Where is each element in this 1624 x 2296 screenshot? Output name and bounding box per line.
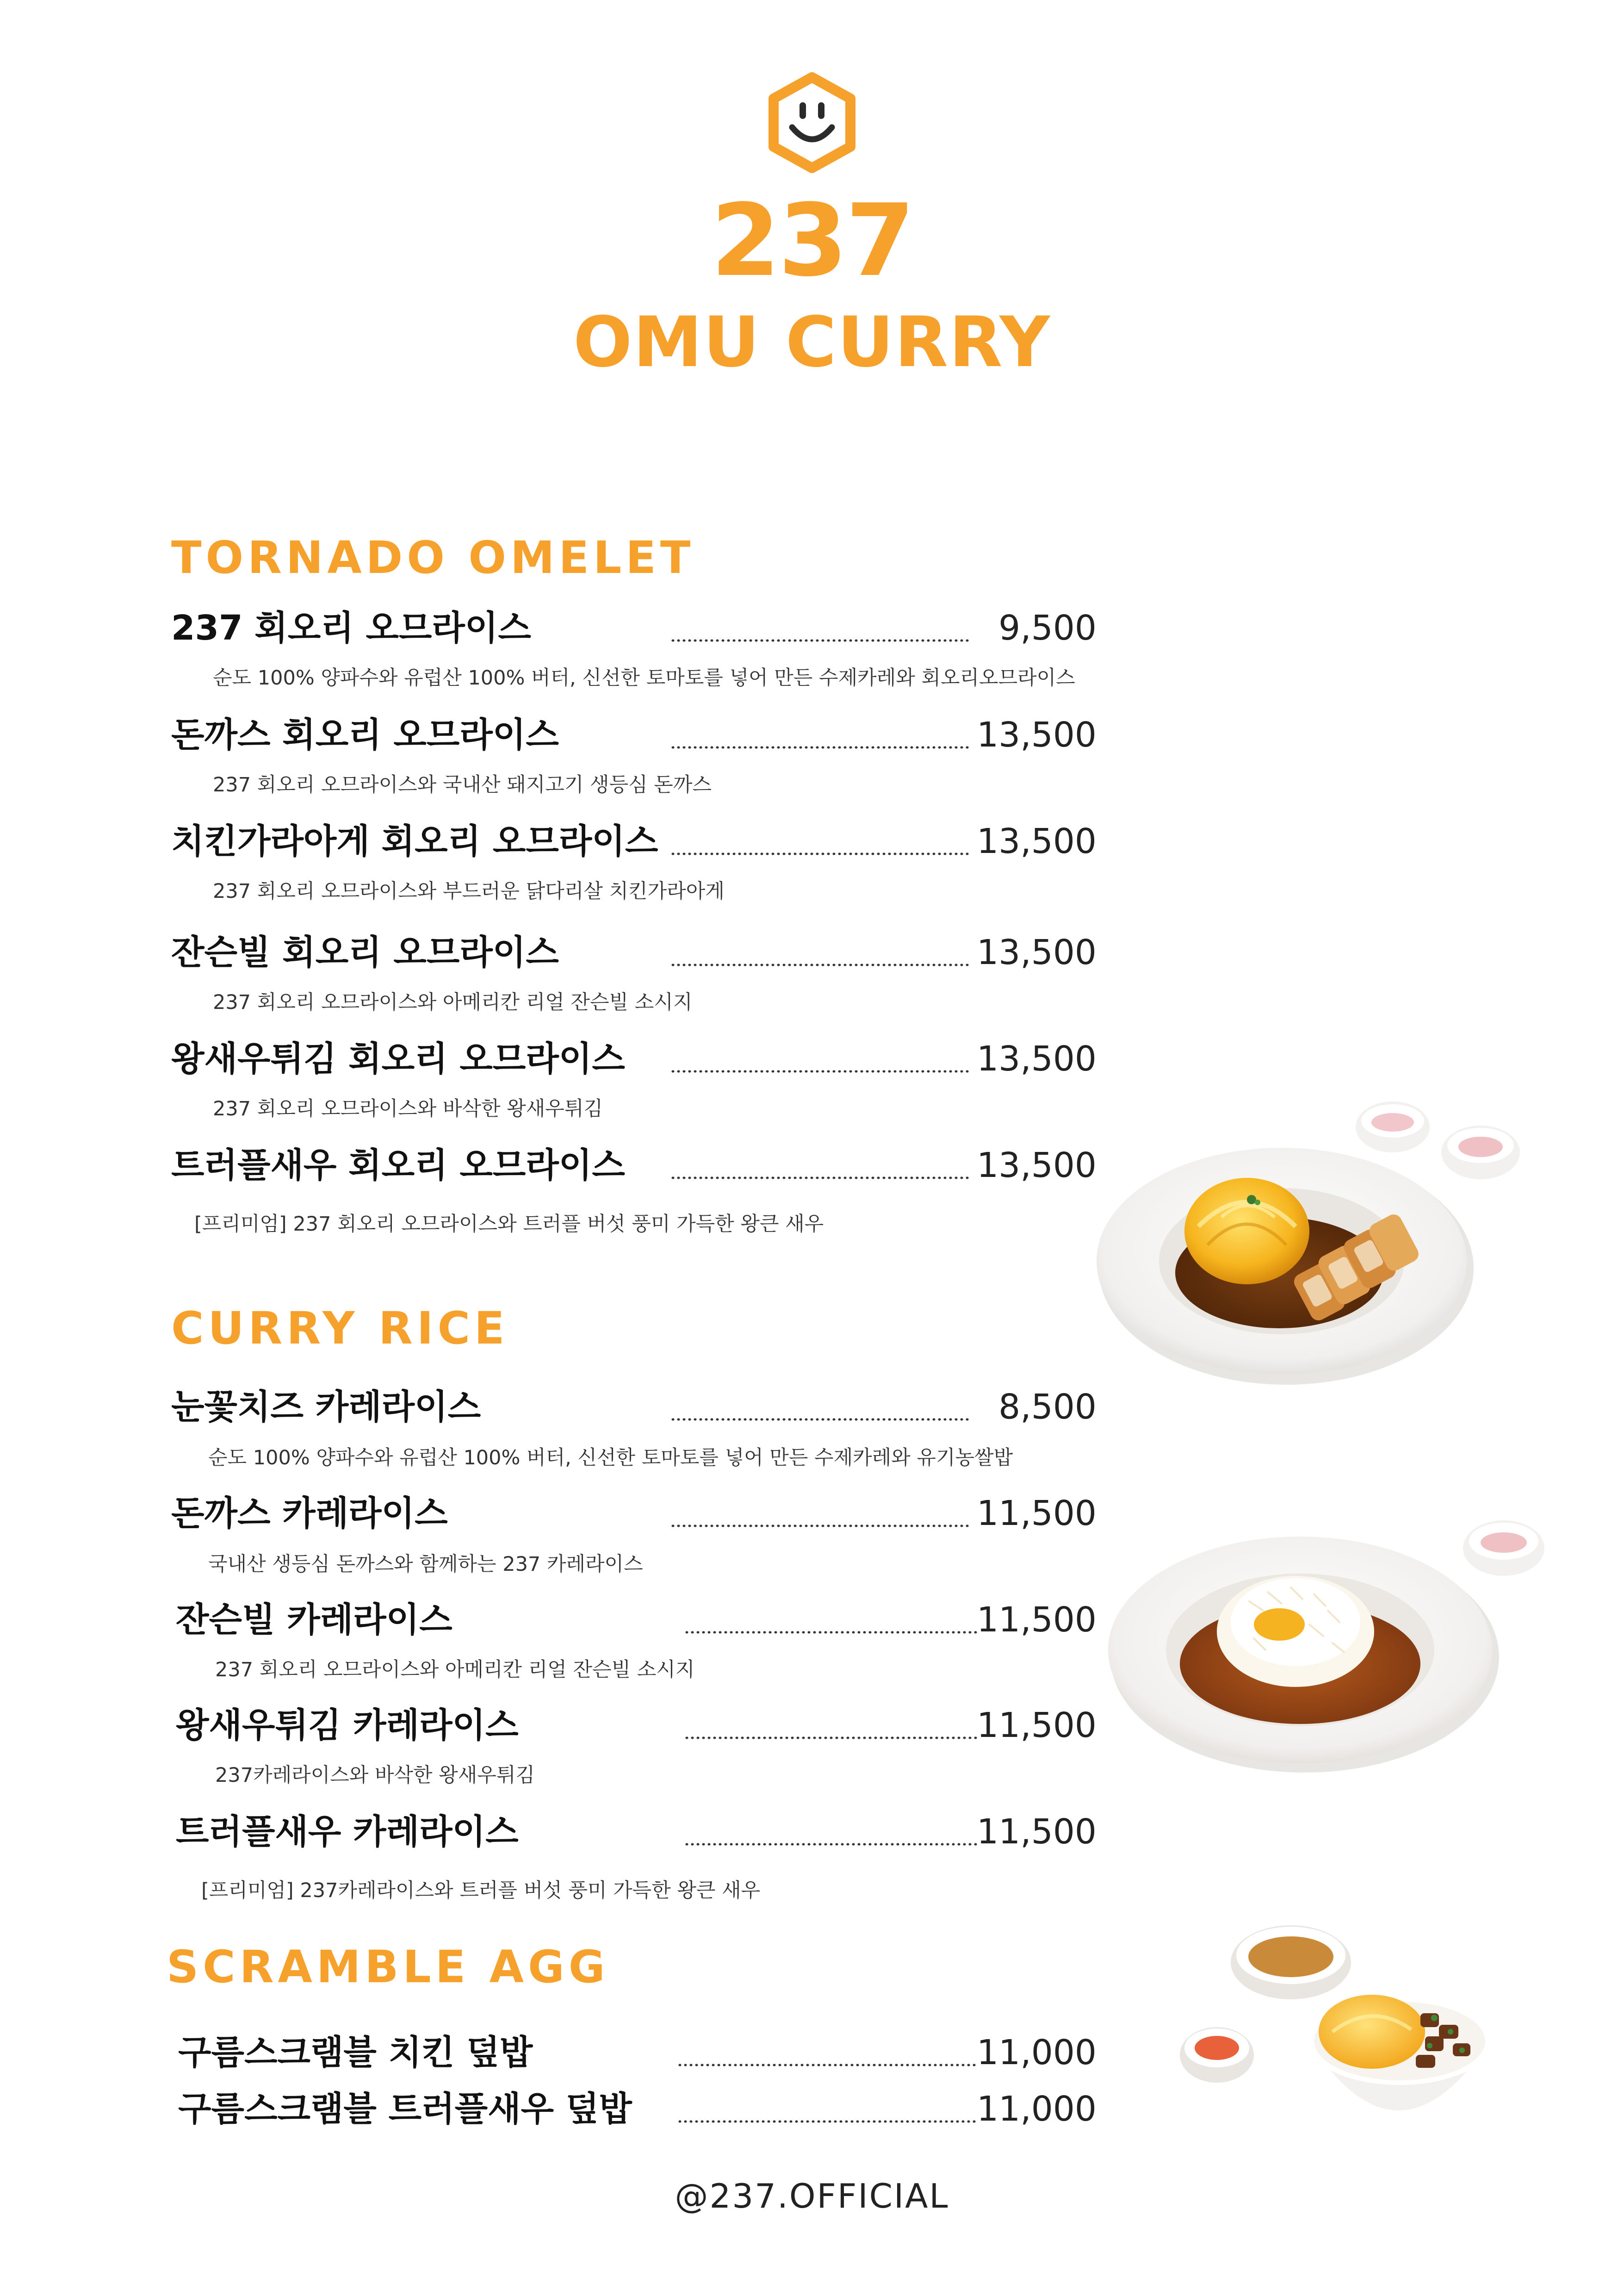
section-title-tornado-omelet: TORNADO OMELET	[171, 532, 695, 584]
item-price: 13,500	[977, 1039, 1097, 1079]
leader-dots	[671, 1038, 972, 1080]
section-title-curry-rice: CURRY RICE	[171, 1302, 509, 1354]
tornado-omurice-tonkatsu-plate-icon	[1092, 1078, 1601, 1393]
item-price: 13,500	[977, 821, 1097, 861]
leader-dots	[678, 2032, 979, 2073]
item-name: 돈까스 카레라이스	[171, 1493, 448, 1533]
item-description: 237 회오리 오므라이스와 부드러운 닭다리살 치킨가라아게	[213, 880, 725, 903]
item-name: 왕새우튀김 카레라이스	[176, 1705, 519, 1745]
section-title-scramble-agg: SCRAMBLE AGG	[167, 1941, 609, 1993]
item-name: 237 회오리 오므라이스	[171, 608, 531, 648]
leader-dots	[685, 1705, 981, 1746]
item-price: 13,500	[977, 715, 1097, 755]
item-price: 11,500	[977, 1600, 1097, 1640]
item-description: [프리미엄] 237 회오리 오므라이스와 트러플 버섯 풍미 가득한 왕큰 새우	[194, 1213, 824, 1236]
leader-dots	[685, 1811, 981, 1853]
item-name: 돈까스 회오리 오므라이스	[171, 715, 559, 755]
item-price: 11,000	[977, 2089, 1097, 2129]
item-description: 순도 100% 양파수와 유럽산 100% 버터, 신선한 토마토를 넣어 만든 수제카레와 유기농쌀밥	[208, 1446, 1013, 1469]
item-name: 잔슨빌 카레라이스	[176, 1600, 452, 1640]
instagram-handle: @237.OFFICIAL	[675, 2177, 949, 2215]
item-price: 11,500	[977, 1493, 1097, 1533]
item-description: 237 회오리 오므라이스와 아메리칸 리얼 잔슨빌 소시지	[213, 991, 693, 1014]
item-description: 237 회오리 오므라이스와 바삭한 왕새우튀김	[213, 1097, 603, 1120]
item-name: 트러플새우 회오리 오므라이스	[171, 1145, 625, 1185]
brand-name: OMU CURRY	[573, 302, 1051, 383]
leader-dots	[671, 1145, 972, 1186]
item-price: 9,500	[998, 608, 1097, 648]
leader-dots	[685, 1599, 981, 1641]
item-name: 치킨가라아게 회오리 오므라이스	[171, 821, 658, 861]
item-name: 잔슨빌 회오리 오므라이스	[171, 933, 559, 972]
item-price: 8,500	[998, 1387, 1097, 1427]
item-price: 13,500	[977, 933, 1097, 972]
item-price: 11,500	[977, 1812, 1097, 1852]
item-description: 237카레라이스와 바삭한 왕새우튀김	[215, 1764, 535, 1787]
item-description: 순도 100% 양파수와 유럽산 100% 버터, 신선한 토마토를 넣어 만든 수제카레와 회오리오므라이스	[213, 666, 1075, 690]
leader-dots	[671, 607, 972, 649]
leader-dots	[678, 2088, 979, 2130]
item-description: 국내산 생등심 돈까스와 함께하는 237 카레라이스	[208, 1553, 643, 1576]
item-name: 눈꽃치즈 카레라이스	[171, 1387, 481, 1427]
item-name: 구름스크램블 트러플새우 덮밥	[178, 2089, 632, 2129]
leader-dots	[671, 932, 972, 973]
item-price: 11,000	[977, 2033, 1097, 2072]
item-name: 왕새우튀김 회오리 오므라이스	[171, 1039, 625, 1079]
item-description: [프리미엄] 237카레라이스와 트러플 버섯 풍미 가득한 왕큰 새우	[201, 1879, 761, 1902]
item-price: 13,500	[977, 1145, 1097, 1185]
item-price: 11,500	[977, 1705, 1097, 1745]
leader-dots	[671, 1493, 972, 1534]
brand-number: 237	[711, 182, 913, 299]
snow-cheese-curry-plate-icon	[1097, 1504, 1605, 1791]
item-name: 트러플새우 카레라이스	[176, 1812, 519, 1852]
leader-dots	[671, 1386, 972, 1428]
scramble-egg-rice-bowl-icon	[1138, 1907, 1601, 2166]
leader-dots	[671, 821, 972, 862]
item-description: 237 회오리 오므라이스와 아메리칸 리얼 잔슨빌 소시지	[215, 1658, 695, 1681]
smiley-hexagon-icon	[763, 72, 861, 174]
leader-dots	[671, 714, 972, 756]
item-description: 237 회오리 오므라이스와 국내산 돼지고기 생등심 돈까스	[213, 773, 712, 796]
item-name: 구름스크램블 치킨 덮밥	[178, 2033, 533, 2072]
